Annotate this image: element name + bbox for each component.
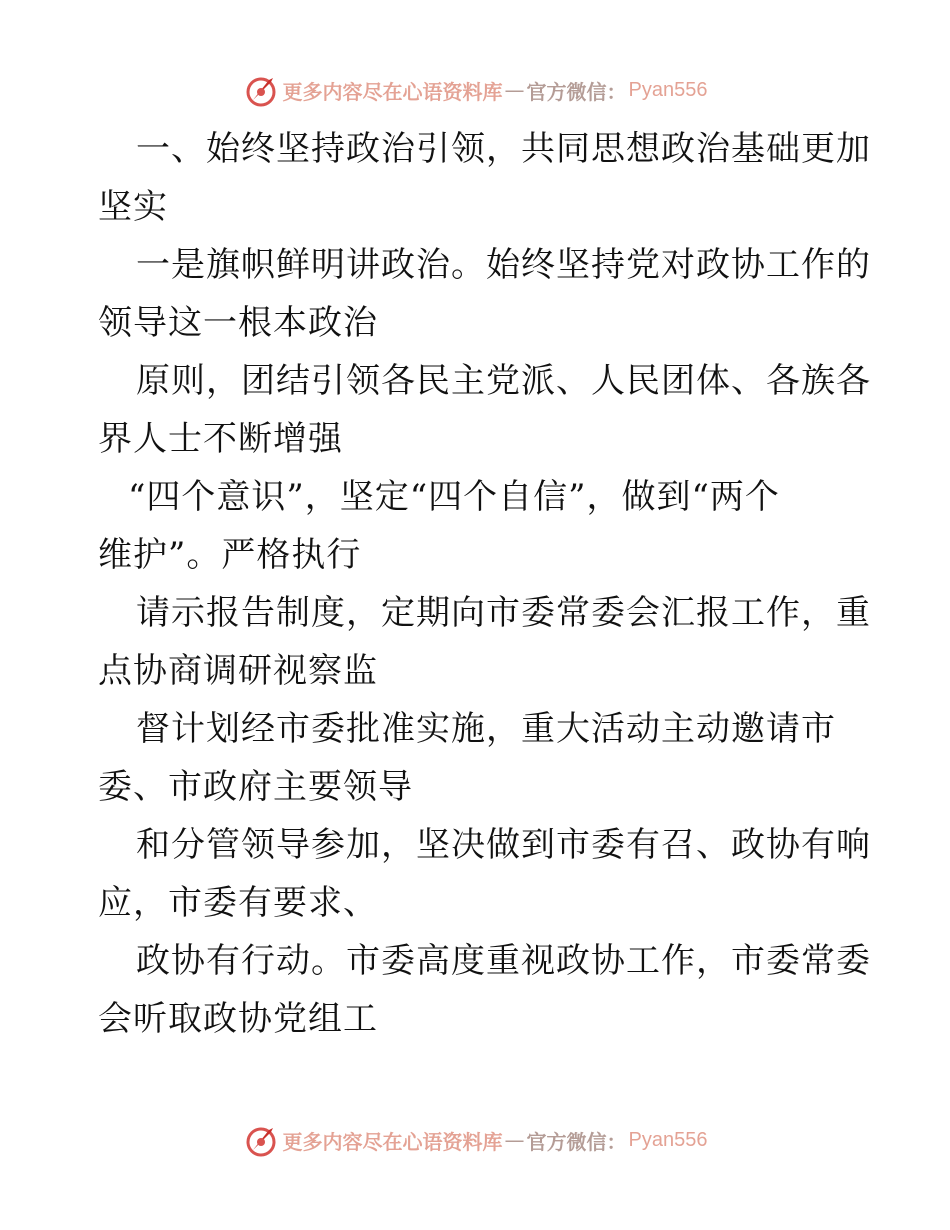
paragraph	[98, 932, 871, 1048]
text-line: 会听取政协党组工	[98, 999, 378, 1039]
paragraph	[98, 468, 858, 584]
paragraph	[98, 236, 871, 352]
text-line: “四个意识”，坚定“四个自信”，做到“两个	[128, 477, 780, 517]
text-line: 界人士不断增强	[98, 419, 343, 459]
watermark-main-text: 更多内容尽在心语资料库	[282, 79, 503, 104]
text-line: 督计划经市委批准实施，重大活动主动邀请市	[136, 709, 836, 749]
quill-logo-icon	[243, 72, 279, 108]
text-line: 坚实	[98, 187, 168, 227]
text-line: 政协有行动。市委高度重视政协工作，市委常委	[136, 941, 871, 981]
paragraph	[98, 584, 871, 700]
watermark-separator: —	[504, 1128, 525, 1152]
text-line: 应，市委有要求、	[98, 883, 378, 923]
text-line: 请示报告制度，定期向市委常委会汇报工作，重	[136, 593, 871, 633]
watermark-main-text: 更多内容尽在心语资料库	[282, 1129, 503, 1154]
document-body	[98, 120, 871, 1048]
text-line: 原则，团结引领各民主党派、人民团体、各族各	[136, 361, 871, 401]
watermark-wechat-label: 官方微信：	[526, 1129, 627, 1154]
text-line: 一、始终坚持政治引领，共同思想政治基础更加	[136, 129, 871, 169]
watermark-wechat-id: Pyan556	[628, 1128, 708, 1151]
text-line: 点协商调研视察监	[98, 651, 378, 691]
text-line: 和分管领导参加，坚决做到市委有召、政协有响	[136, 825, 871, 865]
paragraph	[98, 120, 871, 236]
text-line: 领导这一根本政治	[98, 303, 378, 343]
watermark-wechat-id: Pyan556	[628, 78, 708, 101]
text-line: 一是旗帜鲜明讲政治。始终坚持党对政协工作的	[136, 245, 871, 285]
text-line: 维护”。严格执行	[98, 535, 362, 575]
header-watermark	[0, 70, 950, 110]
paragraph	[98, 352, 871, 468]
paragraph	[98, 700, 858, 816]
text-line: 委、市政府主要领导	[98, 767, 413, 807]
footer-watermark	[0, 1120, 950, 1160]
watermark-separator: —	[504, 78, 525, 102]
paragraph	[98, 816, 871, 932]
quill-logo-icon	[243, 1122, 279, 1158]
watermark-wechat-label: 官方微信：	[526, 79, 627, 104]
